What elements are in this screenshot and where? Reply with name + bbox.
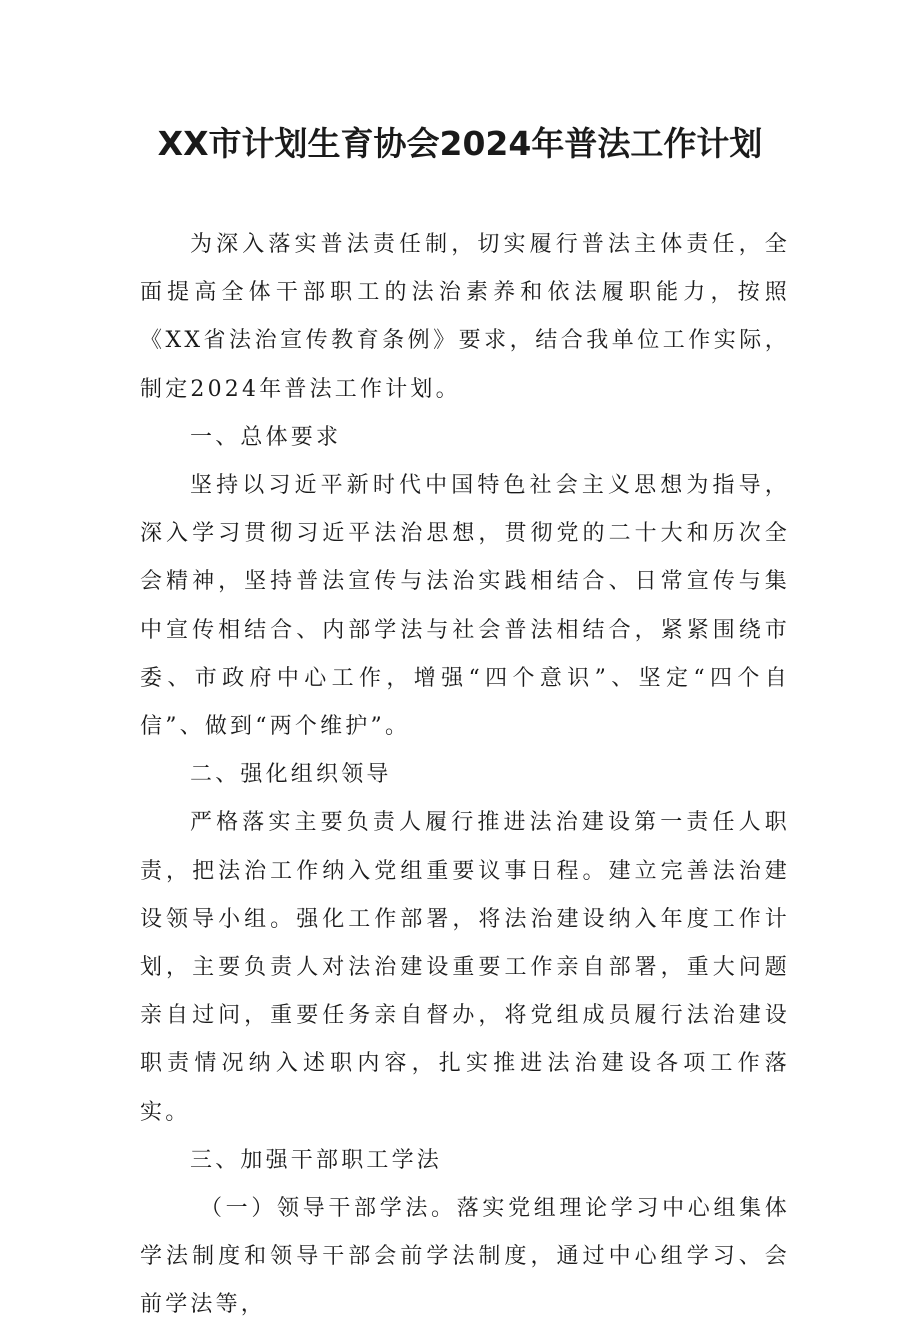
section-heading-organization: 二、强化组织领导	[190, 762, 392, 788]
document-title: XX市计划生育协会2024年普法工作计划	[157, 124, 763, 163]
intro-paragraph: 为深入落实普法责任制，切实履行普法主体责任，全面提高全体干部职工的法治素养和依法履职能力，按照《XX省法治宣传教育条例》要求，结合我单位工作实际，制定2024年普法工作计划。	[140, 232, 790, 402]
leader-study-paragraph: （一）领导干部学法。落实党组理论学习中心组集体学法制度和领导干部会前学法制度，通过中心组学习、会前学法等，	[140, 1196, 790, 1318]
organization-paragraph: 严格落实主要负责人履行推进法治建设第一责任人职责，把法治工作纳入党组重要议事日程。建立完善法治建设领导小组。强化工作部署，将法治建设纳入年度工作计划，主要负责人对法治建设重要工作亲自部署，重大问题亲自过问，重要任务亲自督办，将党组成员履行法治建设职责情况纳入述职内容，扎实推进法治建设各项工作落实。	[140, 810, 790, 1125]
section-heading-overall: 一、总体要求	[190, 424, 342, 450]
overall-paragraph: 坚持以习近平新时代中国特色社会主义思想为指导，深入学习贯彻习近平法治思想，贯彻党的二十大和历次全会精神，坚持普法宣传与法治实践相结合、日常宣传与集中宣传相结合、内部学法与社会普法相结合，紧紧围绕市委、市政府中心工作，增强“四个意识”、坚定“四个自信”、做到“两个维护”。	[140, 473, 790, 740]
document-body	[140, 221, 790, 1330]
section-heading-study: 三、加强干部职工学法	[190, 1147, 443, 1173]
